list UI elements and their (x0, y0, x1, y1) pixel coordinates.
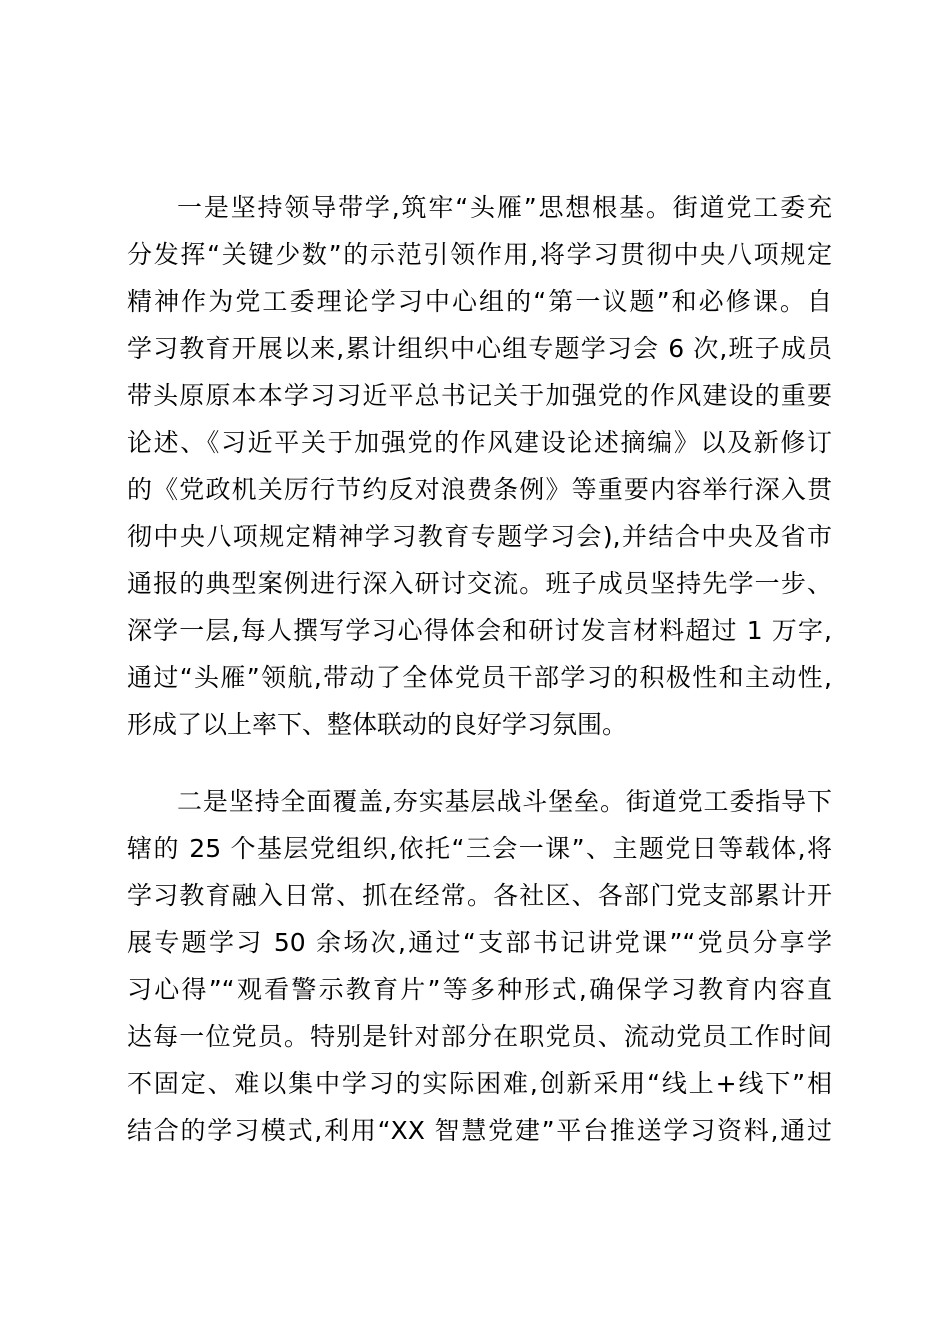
paragraph-2-line-6: 达每一位党员。特别是针对部分在职党员、流动党员工作时间 (127, 1022, 832, 1051)
paragraph-1-line-9: 通报的典型案例进行深入研讨交流。班子成员坚持先学一步、 (127, 569, 832, 598)
paragraph-1-line-12: 形成了以上率下、整体联动的良好学习氛围。 (127, 710, 628, 739)
paragraph-1-line-1: 一是坚持领导带学,筑牢“头雁”思想根基。街道党工委充 (177, 193, 832, 222)
paragraph-2-line-7: 不固定、难以集中学习的实际困难,创新采用“线上+线下”相 (127, 1069, 832, 1098)
paragraph-1-line-4: 学习教育开展以来,累计组织中心组专题学习会 6 次,班子成员 (127, 334, 832, 363)
paragraph-1-line-2: 分发挥“关键少数”的示范引领作用,将学习贯彻中央八项规定 (127, 240, 832, 269)
paragraph-1-line-11: 通过“头雁”领航,带动了全体党员干部学习的积极性和主动性, (127, 663, 832, 692)
paragraph-2-line-5: 习心得”“观看警示教育片”等多种形式,确保学习教育内容直 (127, 975, 832, 1004)
paragraph-2-line-1: 二是坚持全面覆盖,夯实基层战斗堡垒。街道党工委指导下 (177, 787, 832, 816)
paragraph-1-line-10: 深学一层,每人撰写学习心得体会和研讨发言材料超过 1 万字, (127, 616, 832, 645)
paragraph-1-line-7: 的《党政机关厉行节约反对浪费条例》等重要内容举行深入贯 (127, 475, 832, 504)
paragraph-1-line-8: 彻中央八项规定精神学习教育专题学习会),并结合中央及省市 (127, 522, 832, 551)
paragraph-2-line-4: 展专题学习 50 余场次,通过“支部书记讲党课”“党员分享学 (127, 928, 832, 957)
paragraph-1-line-5: 带头原原本本学习习近平总书记关于加强党的作风建设的重要 (127, 381, 832, 410)
paragraph-2-line-2: 辖的 25 个基层党组织,依托“三会一课”、主题党日等载体,将 (127, 834, 832, 863)
paragraph-1-line-3: 精神作为党工委理论学习中心组的“第一议题”和必修课。自 (127, 287, 832, 316)
paragraph-2-line-3: 学习教育融入日常、抓在经常。各社区、各部门党支部累计开 (127, 881, 832, 910)
paragraph-1-line-6: 论述、《习近平关于加强党的作风建设论述摘编》以及新修订 (127, 428, 832, 457)
paragraph-2-line-8: 结合的学习模式,利用“XX 智慧党建”平台推送学习资料,通过 (127, 1116, 832, 1145)
